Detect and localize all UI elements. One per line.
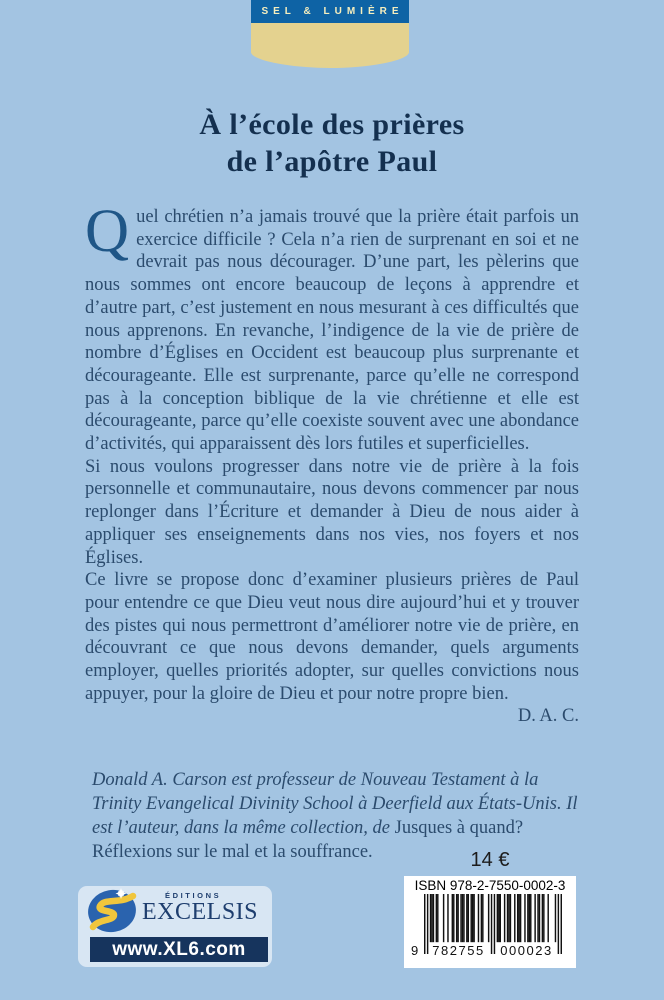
isbn-label: ISBN 978-2-7550-0002-3: [414, 878, 566, 893]
price-label: 14 €: [470, 849, 510, 871]
publisher-box: [78, 886, 272, 967]
website-label: www.XL6.com: [112, 938, 246, 960]
book-title: [0, 106, 664, 180]
title-line-1: À l’école des prières: [199, 108, 465, 141]
barcode-box: [404, 876, 576, 968]
title-line-2: de l’apôtre Paul: [226, 145, 438, 178]
paragraph-3: Ce livre se propose donc d’examiner plusieurs prières de Paul pour entendre ce que Dieu veut nous dire aujourd’hui et y trouver des pistes qui nous permettront d’améliorer notre vie de prière, en découvrant ce que nous devons demander, quels arguments employer, quelles priorités adopter, sur quelles convictions nous appuyer, pour la gloire de Dieu et pour notre propre bien.: [85, 570, 579, 704]
paragraph-1: [85, 198, 579, 456]
excelsis-globe-icon: [86, 887, 138, 934]
publisher-name: EXCELSIS: [142, 899, 259, 925]
collection-label: SEL & LUMIÈRE: [261, 6, 404, 17]
ean-digits: [411, 942, 566, 958]
editions-label: ÉDITIONS: [165, 891, 222, 900]
collection-banner: [251, 0, 409, 69]
bio-text: Donald A. Carson est professeur de Nouveau Testament à la Trinity Evangelical Divinity School à Deerfield aux États-Unis. Il est l’auteur, dans la même collection, de: [92, 770, 578, 838]
collection-band: [251, 0, 409, 23]
ean-digits-left: 782755: [429, 944, 488, 958]
paragraph-2: Si nous voulons progresser dans notre vie de prière à la fois personnelle et communautaire, nous devons commencer par nous replonger dans l’Écriture et demander à Dieu de nous aider à appliquer ses enseignements dans nos vies, nos foyers et nos Églises.: [85, 456, 579, 568]
synopsis: [85, 198, 579, 728]
collection-flag: [251, 23, 409, 69]
ean-barcode: [411, 894, 566, 965]
ean-digits-right: 000023: [497, 944, 556, 958]
drop-cap: Q: [85, 198, 130, 265]
website-bar: [90, 937, 268, 962]
bio-book-title: Jusques à quand? Réflexions sur le mal et la souffrance.: [92, 818, 524, 862]
paragraph-1-text: uel chrétien n’a jamais trouvé que la prière était parfois un exercice difficile ? Cela n’a rien de surprenant en soi et ne devrait pas nous décourager. D’une part, les pèlerins que nous sommes ont encore beaucoup de leçons à apprendre et d’autre part, c’est justement en nous mesurant à ces difficultés que nous apprenons. En revanche, l’indigence de la vie de prière de nombre d’Églises en Occident est beaucoup plus surprenante et décourageante. Elle est surprenante, parce qu’elle ne correspond pas à la conception biblique de la vie chrétienne et elle est décourageante, parce qu’elle coexiste souvent avec une abondance d’activités, qui apparaissent dès lors futiles et superficielles.: [85, 207, 579, 455]
author-initials: D. A. C.: [517, 706, 579, 727]
ean-lead-digit: 9: [411, 943, 419, 958]
